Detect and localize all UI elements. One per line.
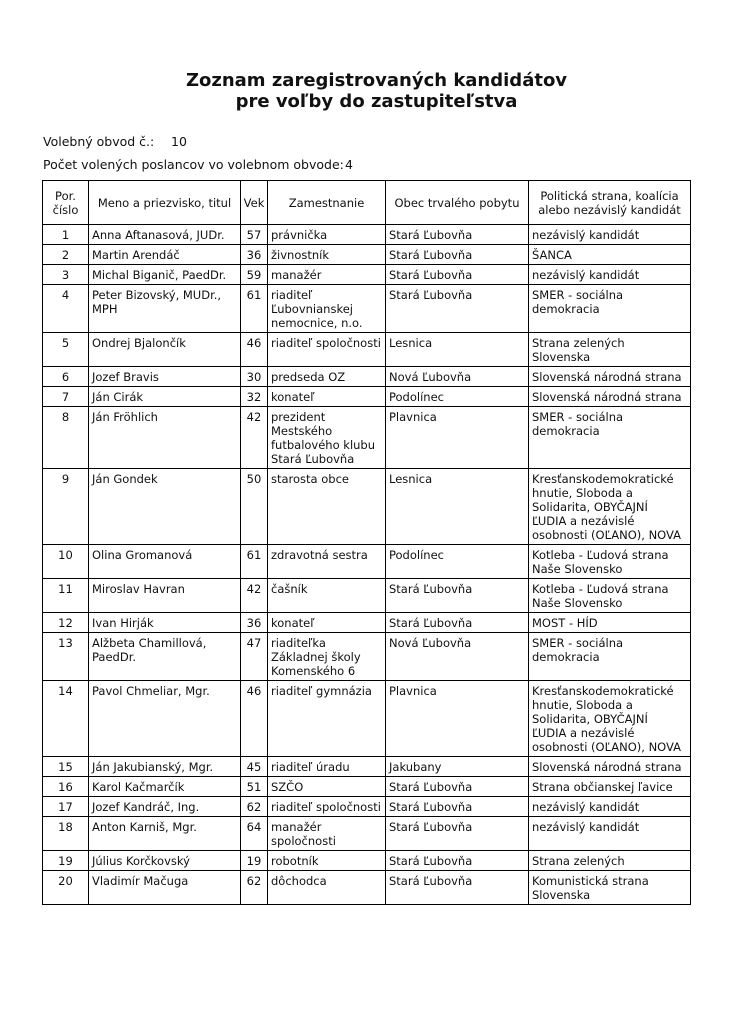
candidate-party — [529, 633, 691, 681]
candidate-party — [529, 851, 691, 871]
candidate-party-line: nezávislý kandidát — [532, 800, 640, 814]
candidate-party — [529, 777, 691, 797]
title-line-2: pre voľby do zastupiteľstva — [235, 91, 518, 112]
candidate-party-line: demokracia — [532, 302, 600, 316]
candidate-age: 57 — [241, 225, 268, 245]
row-number: 11 — [43, 579, 89, 613]
candidate-town: Stará Ľubovňa — [386, 613, 529, 633]
row-number: 6 — [43, 367, 89, 387]
candidate-party-line: Slovenská národná strana — [532, 760, 682, 774]
candidate-occupation — [268, 407, 386, 469]
seats-label: Počet volených poslancov vo volebnom obvode: — [43, 157, 344, 172]
candidate-occupation-line: manažér — [271, 820, 322, 834]
candidate-age: 46 — [241, 681, 268, 757]
candidate-age: 30 — [241, 367, 268, 387]
table-row — [43, 265, 691, 285]
candidate-occupation-line: riaditeľ gymnázia — [271, 684, 372, 698]
candidate-party-line: Kresťanskodemokratické — [532, 472, 674, 486]
candidate-town: Lesnica — [386, 469, 529, 545]
candidate-occupation-line: futbalového klubu — [271, 438, 376, 452]
candidate-party — [529, 333, 691, 367]
candidate-name — [89, 851, 241, 871]
table-row — [43, 333, 691, 367]
candidate-occupation — [268, 757, 386, 777]
candidate-party — [529, 245, 691, 265]
candidate-party-line: hnutie, Sloboda a — [532, 486, 633, 500]
candidate-occupation-line: riaditeľ spoločnosti — [271, 800, 381, 814]
candidate-party-line: Slovenská národná strana — [532, 370, 682, 384]
candidate-party — [529, 265, 691, 285]
candidate-town: Plavnica — [386, 681, 529, 757]
candidate-occupation-line: živnostník — [271, 248, 330, 262]
candidate-name — [89, 777, 241, 797]
candidate-name — [89, 387, 241, 407]
candidate-party — [529, 367, 691, 387]
candidate-name — [89, 579, 241, 613]
document-title — [0, 70, 753, 112]
candidates-body — [43, 225, 691, 905]
candidate-name — [89, 285, 241, 333]
candidate-occupation — [268, 265, 386, 285]
candidate-occupation-line: zdravotná sestra — [271, 548, 368, 562]
candidate-age: 36 — [241, 245, 268, 265]
table-row — [43, 407, 691, 469]
candidate-party-line: SMER - sociálna — [532, 410, 624, 424]
candidate-party — [529, 871, 691, 905]
candidate-occupation — [268, 285, 386, 333]
candidate-town: Podolínec — [386, 545, 529, 579]
row-number: 20 — [43, 871, 89, 905]
candidate-age: 62 — [241, 871, 268, 905]
candidate-occupation — [268, 871, 386, 905]
row-number: 14 — [43, 681, 89, 757]
candidate-occupation-line: riaditeľka — [271, 636, 326, 650]
table-row — [43, 681, 691, 757]
header-party: Politická strana, koalícia alebo nezávislý kandidát — [529, 181, 691, 225]
candidate-name-line: Olina Gromanová — [92, 548, 193, 562]
title-line-1: Zoznam zaregistrovaných kandidátov — [185, 70, 568, 91]
candidate-occupation — [268, 245, 386, 265]
candidate-party-line: nezávislý kandidát — [532, 268, 640, 282]
candidate-occupation — [268, 633, 386, 681]
table-row — [43, 871, 691, 905]
candidate-occupation — [268, 367, 386, 387]
header-row — [43, 181, 691, 225]
candidate-party-line: demokracia — [532, 424, 600, 438]
candidate-party — [529, 285, 691, 333]
row-number: 8 — [43, 407, 89, 469]
table-row — [43, 469, 691, 545]
candidate-occupation — [268, 225, 386, 245]
candidate-party — [529, 545, 691, 579]
table-row — [43, 579, 691, 613]
candidate-name-line: Anton Karniš, Mgr. — [92, 820, 197, 834]
candidate-name-line: Ján Jakubianský, Mgr. — [92, 760, 214, 774]
candidate-name — [89, 817, 241, 851]
header-number: Por. číslo — [43, 181, 89, 225]
candidate-town: Stará Ľubovňa — [386, 871, 529, 905]
district-value: 10 — [171, 134, 187, 149]
candidate-town: Stará Ľubovňa — [386, 817, 529, 851]
candidate-age: 36 — [241, 613, 268, 633]
candidate-age: 64 — [241, 817, 268, 851]
candidate-party — [529, 469, 691, 545]
candidate-party — [529, 387, 691, 407]
candidate-party-line: Solidarita, OBYČAJNÍ — [532, 500, 648, 514]
candidate-name — [89, 871, 241, 905]
candidate-party-line: ĽUDIA a nezávislé — [532, 726, 635, 740]
candidate-party-line: nezávislý kandidát — [532, 228, 640, 242]
table-row — [43, 285, 691, 333]
candidate-party-line: hnutie, Sloboda a — [532, 698, 633, 712]
candidate-occupation-line: Ľubovnianskej — [271, 302, 353, 316]
candidate-name-line: Michal Biganič, PaedDr. — [92, 268, 227, 282]
candidate-age: 59 — [241, 265, 268, 285]
candidate-town: Stará Ľubovňa — [386, 225, 529, 245]
candidate-age: 42 — [241, 579, 268, 613]
candidate-party — [529, 579, 691, 613]
candidate-town: Stará Ľubovňa — [386, 265, 529, 285]
candidate-age: 62 — [241, 797, 268, 817]
candidate-town: Podolínec — [386, 387, 529, 407]
candidate-name-line: Anna Aftanasová, JUDr. — [92, 228, 225, 242]
candidate-name — [89, 407, 241, 469]
candidate-occupation-line: Mestského — [271, 424, 333, 438]
candidate-name — [89, 757, 241, 777]
candidate-occupation-line: konateľ — [271, 390, 315, 404]
candidate-name-line: Vladimír Mačuga — [92, 874, 189, 888]
table-row — [43, 225, 691, 245]
table-row — [43, 545, 691, 579]
candidate-occupation-line: Komenského 6 — [271, 664, 356, 678]
candidate-town: Nová Ľubovňa — [386, 633, 529, 681]
candidate-party-line: ĽUDIA a nezávislé — [532, 514, 635, 528]
candidate-name-line: MPH — [92, 302, 118, 316]
candidate-party-line: Kotleba - Ľudová strana — [532, 548, 669, 562]
candidate-name-line: Július Korčkovský — [92, 854, 190, 868]
row-number: 4 — [43, 285, 89, 333]
candidate-name-line: Miroslav Havran — [92, 582, 185, 596]
candidate-name — [89, 265, 241, 285]
candidate-name-line: Jozef Kandráč, Ing. — [92, 800, 200, 814]
table-row — [43, 757, 691, 777]
candidate-name — [89, 333, 241, 367]
candidate-occupation-line: prezident — [271, 410, 326, 424]
candidate-name — [89, 225, 241, 245]
row-number: 16 — [43, 777, 89, 797]
candidate-occupation-line: nemocnice, n.o. — [271, 316, 363, 330]
candidate-occupation — [268, 851, 386, 871]
candidate-party-line: Strana občianskej ľavice — [532, 780, 673, 794]
candidate-party — [529, 225, 691, 245]
row-number: 1 — [43, 225, 89, 245]
candidate-name — [89, 613, 241, 633]
candidate-occupation-line: Stará Ľubovňa — [271, 452, 355, 466]
candidate-occupation-line: čašník — [271, 582, 308, 596]
candidate-occupation — [268, 387, 386, 407]
candidate-name-line: Karol Kačmarčík — [92, 780, 185, 794]
header-occupation: Zamestnanie — [268, 181, 386, 225]
seats-row — [43, 157, 353, 172]
candidate-occupation — [268, 817, 386, 851]
candidate-party — [529, 817, 691, 851]
candidate-occupation-line: riaditeľ — [271, 288, 313, 302]
table-row — [43, 387, 691, 407]
candidate-town: Nová Ľubovňa — [386, 367, 529, 387]
table-row — [43, 245, 691, 265]
candidate-occupation — [268, 797, 386, 817]
candidate-name-line: Ivan Hirják — [92, 616, 154, 630]
candidate-name-line: Ján Cirák — [92, 390, 144, 404]
candidate-occupation — [268, 545, 386, 579]
candidate-party — [529, 613, 691, 633]
candidate-name-line: Jozef Bravis — [92, 370, 159, 384]
table-row — [43, 777, 691, 797]
row-number: 2 — [43, 245, 89, 265]
candidate-occupation — [268, 579, 386, 613]
candidate-occupation-line: spoločnosti — [271, 834, 336, 848]
candidate-name-line: Ján Gondek — [92, 472, 158, 486]
candidate-occupation — [268, 469, 386, 545]
candidate-name — [89, 797, 241, 817]
table-row — [43, 367, 691, 387]
candidate-town: Stará Ľubovňa — [386, 285, 529, 333]
candidate-name — [89, 469, 241, 545]
candidate-party — [529, 797, 691, 817]
candidate-party-line: nezávislý kandidát — [532, 820, 640, 834]
row-number: 18 — [43, 817, 89, 851]
header-age: Vek — [241, 181, 268, 225]
candidate-name-line: PaedDr. — [92, 650, 137, 664]
candidates-table — [42, 180, 691, 905]
candidate-party-line: Naše Slovensko — [532, 562, 623, 576]
candidate-party-line: Kresťanskodemokratické — [532, 684, 674, 698]
candidate-town: Stará Ľubovňa — [386, 579, 529, 613]
candidate-name — [89, 545, 241, 579]
candidate-party-line: Slovenska — [532, 888, 591, 902]
row-number: 5 — [43, 333, 89, 367]
candidate-occupation-line: dôchodca — [271, 874, 327, 888]
candidate-party-line: SMER - sociálna — [532, 288, 624, 302]
candidate-age: 45 — [241, 757, 268, 777]
row-number: 12 — [43, 613, 89, 633]
row-number: 3 — [43, 265, 89, 285]
seats-value: 4 — [345, 157, 353, 172]
table-row — [43, 633, 691, 681]
candidate-occupation-line: Základnej školy — [271, 650, 361, 664]
candidate-party-line: MOST - HÍD — [532, 616, 598, 630]
candidate-name-line: Alžbeta Chamillová, — [92, 636, 207, 650]
candidate-town: Lesnica — [386, 333, 529, 367]
district-label: Volebný obvod č.: — [43, 134, 155, 149]
row-number: 17 — [43, 797, 89, 817]
candidate-party-line: Strana zelených — [532, 336, 625, 350]
row-number: 7 — [43, 387, 89, 407]
candidate-name — [89, 245, 241, 265]
row-number: 13 — [43, 633, 89, 681]
table-row — [43, 817, 691, 851]
candidate-party-line: Komunistická strana — [532, 874, 649, 888]
candidate-party — [529, 757, 691, 777]
table-row — [43, 851, 691, 871]
candidate-party — [529, 681, 691, 757]
candidate-age: 51 — [241, 777, 268, 797]
candidate-occupation-line: predseda OZ — [271, 370, 346, 384]
candidate-occupation-line: manažér — [271, 268, 322, 282]
candidate-town: Stará Ľubovňa — [386, 797, 529, 817]
candidate-party-line: ŠANCA — [532, 248, 572, 262]
candidate-party-line: Naše Slovensko — [532, 596, 623, 610]
candidate-name-line: Ján Fröhlich — [92, 410, 158, 424]
candidate-age: 19 — [241, 851, 268, 871]
candidate-name-line: Martin Arendáč — [92, 248, 180, 262]
candidate-occupation — [268, 613, 386, 633]
row-number: 19 — [43, 851, 89, 871]
candidate-occupation-line: riaditeľ úradu — [271, 760, 350, 774]
candidate-occupation — [268, 681, 386, 757]
candidate-party-line: osobnosti (OĽANO), NOVA — [532, 528, 682, 542]
table-row — [43, 613, 691, 633]
candidate-age: 61 — [241, 285, 268, 333]
candidate-party-line: demokracia — [532, 650, 600, 664]
candidate-party-line: Slovenska — [532, 350, 591, 364]
row-number: 9 — [43, 469, 89, 545]
candidate-party-line: SMER - sociálna — [532, 636, 624, 650]
candidate-name — [89, 681, 241, 757]
candidate-town: Plavnica — [386, 407, 529, 469]
candidate-occupation — [268, 777, 386, 797]
candidate-party — [529, 407, 691, 469]
candidate-occupation-line: SZČO — [271, 780, 304, 794]
candidate-occupation-line: robotník — [271, 854, 319, 868]
candidate-occupation — [268, 333, 386, 367]
candidate-occupation-line: riaditeľ spoločnosti — [271, 336, 381, 350]
candidate-occupation-line: starosta obce — [271, 472, 349, 486]
candidate-occupation-line: konateľ — [271, 616, 315, 630]
candidate-age: 61 — [241, 545, 268, 579]
candidate-age: 46 — [241, 333, 268, 367]
row-number: 10 — [43, 545, 89, 579]
candidate-name — [89, 367, 241, 387]
candidate-party-line: Solidarita, OBYČAJNÍ — [532, 712, 648, 726]
candidate-name-line: Peter Bizovský, MUDr., — [92, 288, 222, 302]
candidate-name-line: Pavol Chmeliar, Mgr. — [92, 684, 210, 698]
candidate-party-line: Kotleba - Ľudová strana — [532, 582, 669, 596]
candidate-town: Jakubany — [386, 757, 529, 777]
header-name: Meno a priezvisko, titul — [89, 181, 241, 225]
candidate-town: Stará Ľubovňa — [386, 777, 529, 797]
header-town: Obec trvalého pobytu — [386, 181, 529, 225]
candidate-party-line: Strana zelených — [532, 854, 625, 868]
candidate-age: 50 — [241, 469, 268, 545]
candidate-name — [89, 633, 241, 681]
candidate-age: 42 — [241, 407, 268, 469]
candidate-age: 32 — [241, 387, 268, 407]
candidate-name-line: Ondrej Bjalončík — [92, 336, 186, 350]
candidate-occupation-line: právnička — [271, 228, 328, 242]
candidate-age: 47 — [241, 633, 268, 681]
row-number: 15 — [43, 757, 89, 777]
district-row — [43, 134, 187, 149]
table-row — [43, 797, 691, 817]
candidate-town: Stará Ľubovňa — [386, 245, 529, 265]
candidate-town: Stará Ľubovňa — [386, 851, 529, 871]
candidate-party-line: Slovenská národná strana — [532, 390, 682, 404]
candidate-party-line: osobnosti (OĽANO), NOVA — [532, 740, 682, 754]
